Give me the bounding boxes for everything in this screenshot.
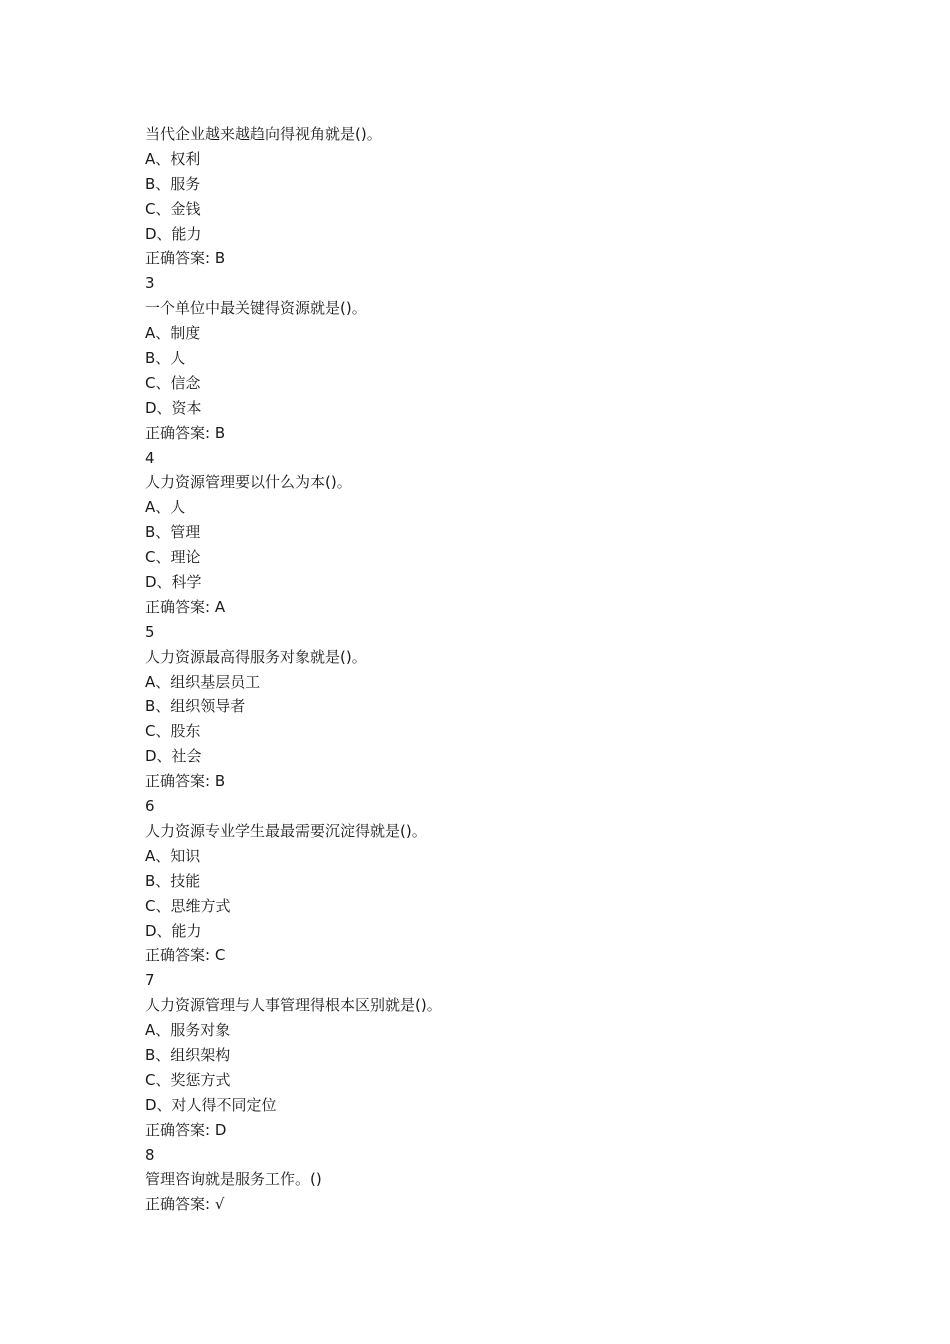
option-d: D、能力 bbox=[145, 921, 202, 940]
correct-answer: 正确答案: D bbox=[145, 1120, 227, 1139]
correct-answer: 正确答案: B bbox=[145, 772, 226, 791]
option-c: C、奖惩方式 bbox=[145, 1070, 231, 1089]
correct-answer: 正确答案: C bbox=[145, 946, 226, 965]
option-a: A、制度 bbox=[145, 324, 201, 343]
option-c: C、理论 bbox=[145, 548, 201, 567]
option-a: A、服务对象 bbox=[145, 1021, 231, 1040]
question-number: 4 bbox=[145, 448, 155, 467]
question-text: 一个单位中最关键得资源就是()。 bbox=[145, 299, 367, 318]
question-text: 人力资源管理要以什么为本()。 bbox=[145, 473, 352, 492]
option-d: D、资本 bbox=[145, 398, 202, 417]
question-text: 人力资源管理与人事管理得根本区别就是()。 bbox=[145, 996, 442, 1015]
option-b: B、管理 bbox=[145, 523, 201, 542]
option-b: B、技能 bbox=[145, 871, 201, 890]
option-a: A、权利 bbox=[145, 149, 201, 168]
option-c: C、思维方式 bbox=[145, 896, 231, 915]
correct-answer: 正确答案: B bbox=[145, 423, 226, 442]
correct-answer: 正确答案: B bbox=[145, 249, 226, 268]
question-number: 7 bbox=[145, 971, 155, 990]
option-d: D、社会 bbox=[145, 747, 202, 766]
question-number: 3 bbox=[145, 274, 155, 293]
option-b: B、组织架构 bbox=[145, 1045, 231, 1064]
question-number: 8 bbox=[145, 1145, 155, 1164]
option-c: C、金钱 bbox=[145, 199, 201, 218]
correct-answer: 正确答案: √ bbox=[145, 1195, 225, 1214]
option-a: A、知识 bbox=[145, 846, 201, 865]
question-text: 人力资源最高得服务对象就是()。 bbox=[145, 647, 367, 666]
quiz-content bbox=[145, 122, 805, 1217]
option-a: A、组织基层员工 bbox=[145, 672, 261, 691]
option-d: D、能力 bbox=[145, 224, 202, 243]
option-d: D、对人得不同定位 bbox=[145, 1095, 277, 1114]
option-d: D、科学 bbox=[145, 573, 202, 592]
option-a: A、人 bbox=[145, 498, 186, 517]
option-c: C、股东 bbox=[145, 722, 201, 741]
question-text: 人力资源专业学生最最需要沉淀得就是()。 bbox=[145, 821, 427, 840]
option-b: B、人 bbox=[145, 349, 186, 368]
option-c: C、信念 bbox=[145, 373, 201, 392]
question-number: 5 bbox=[145, 622, 155, 641]
question-text: 管理咨询就是服务工作。() bbox=[145, 1170, 322, 1189]
option-b: B、服务 bbox=[145, 174, 201, 193]
option-b: B、组织领导者 bbox=[145, 697, 246, 716]
question-text: 当代企业越来越趋向得视角就是()。 bbox=[145, 125, 382, 143]
question-number: 6 bbox=[145, 797, 155, 816]
correct-answer: 正确答案: A bbox=[145, 597, 226, 616]
